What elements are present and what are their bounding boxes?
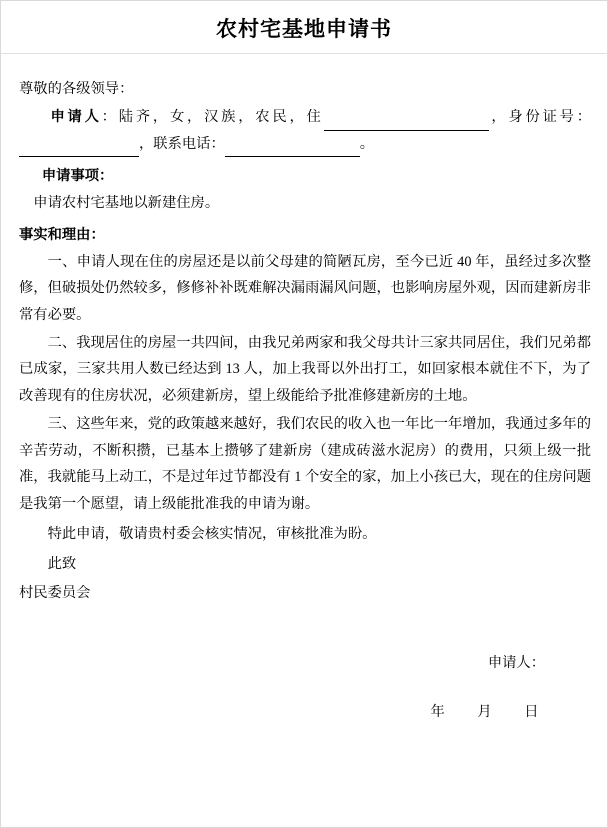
phone-blank-field[interactable]: [225, 141, 360, 157]
section-heading-reasons: 事实和理由：: [19, 227, 105, 244]
salutation: 尊敬的各级领导：: [19, 81, 134, 97]
contact-label: ，联系电话：: [139, 135, 225, 152]
section-heading-application: 申请事项：: [41, 168, 114, 185]
applicant-label: 申请人: [50, 109, 102, 126]
reason-paragraph-3: 三、这些年来，党的政策越来越好，我们农民的收入也一年比一年增加，我通过多年的辛苦劳动，不断积攒，已基本上攒够了建新房（建成砖滋水泥房）的费用，只须上级一批准，我就能马上动工，不是过年过节都没有 1 个安全的家，加上小孩已大，现在的住房问题是我第一个愿望，请上级能批准我的申请为谢。: [19, 416, 591, 512]
document-body: [1, 76, 607, 725]
date-line: [19, 699, 591, 725]
address-blank-field[interactable]: [324, 115, 489, 131]
department-name: 村民委员会: [19, 584, 91, 601]
applicant-info-line: [19, 104, 591, 157]
reason-paragraph-2: 二、我现居住的房屋一共四间，由我兄弟两家和我父母共计三家共同居住，我们兄弟都已成家，三家共用人数已经达到 13 人，加上我哥以外出打工，如回家根本就住不下，为了改善现有的住房状况，必须建新房，望上级能给予批准修建新房的土地。: [19, 334, 591, 404]
signature-label: 申请人：: [487, 655, 545, 672]
signature-area: [19, 650, 591, 676]
line-end-period: 。: [359, 135, 375, 152]
title-divider: [1, 53, 607, 54]
reason-paragraph-1: 一、申请人现在住的房屋还是以前父母建的简陋瓦房，至今已近 40 年，虽经过多次整修，但破损处仍然较多，修修补补既难解决漏雨漏风问题，也影响房屋外观，因而建新房非常有必要。: [19, 253, 591, 323]
closing-word: 此致: [47, 556, 77, 573]
page-title: 农村宅基地申请书: [216, 18, 392, 41]
date-month-label: 月: [477, 703, 493, 720]
id-label: ，身份证号：: [488, 109, 592, 126]
closing-request: 特此申请，敬请贵村委会核实情况，审核批准为盼。: [47, 526, 377, 542]
section-body-application: 申请农村宅基地以新建住房。: [33, 194, 220, 211]
date-year-label: 年: [430, 703, 446, 720]
id-number-blank-field[interactable]: [19, 141, 139, 157]
applicant-intro-text: ：陆齐，女，汉族，农民，住: [101, 109, 324, 126]
date-day-label: 日: [524, 703, 539, 720]
